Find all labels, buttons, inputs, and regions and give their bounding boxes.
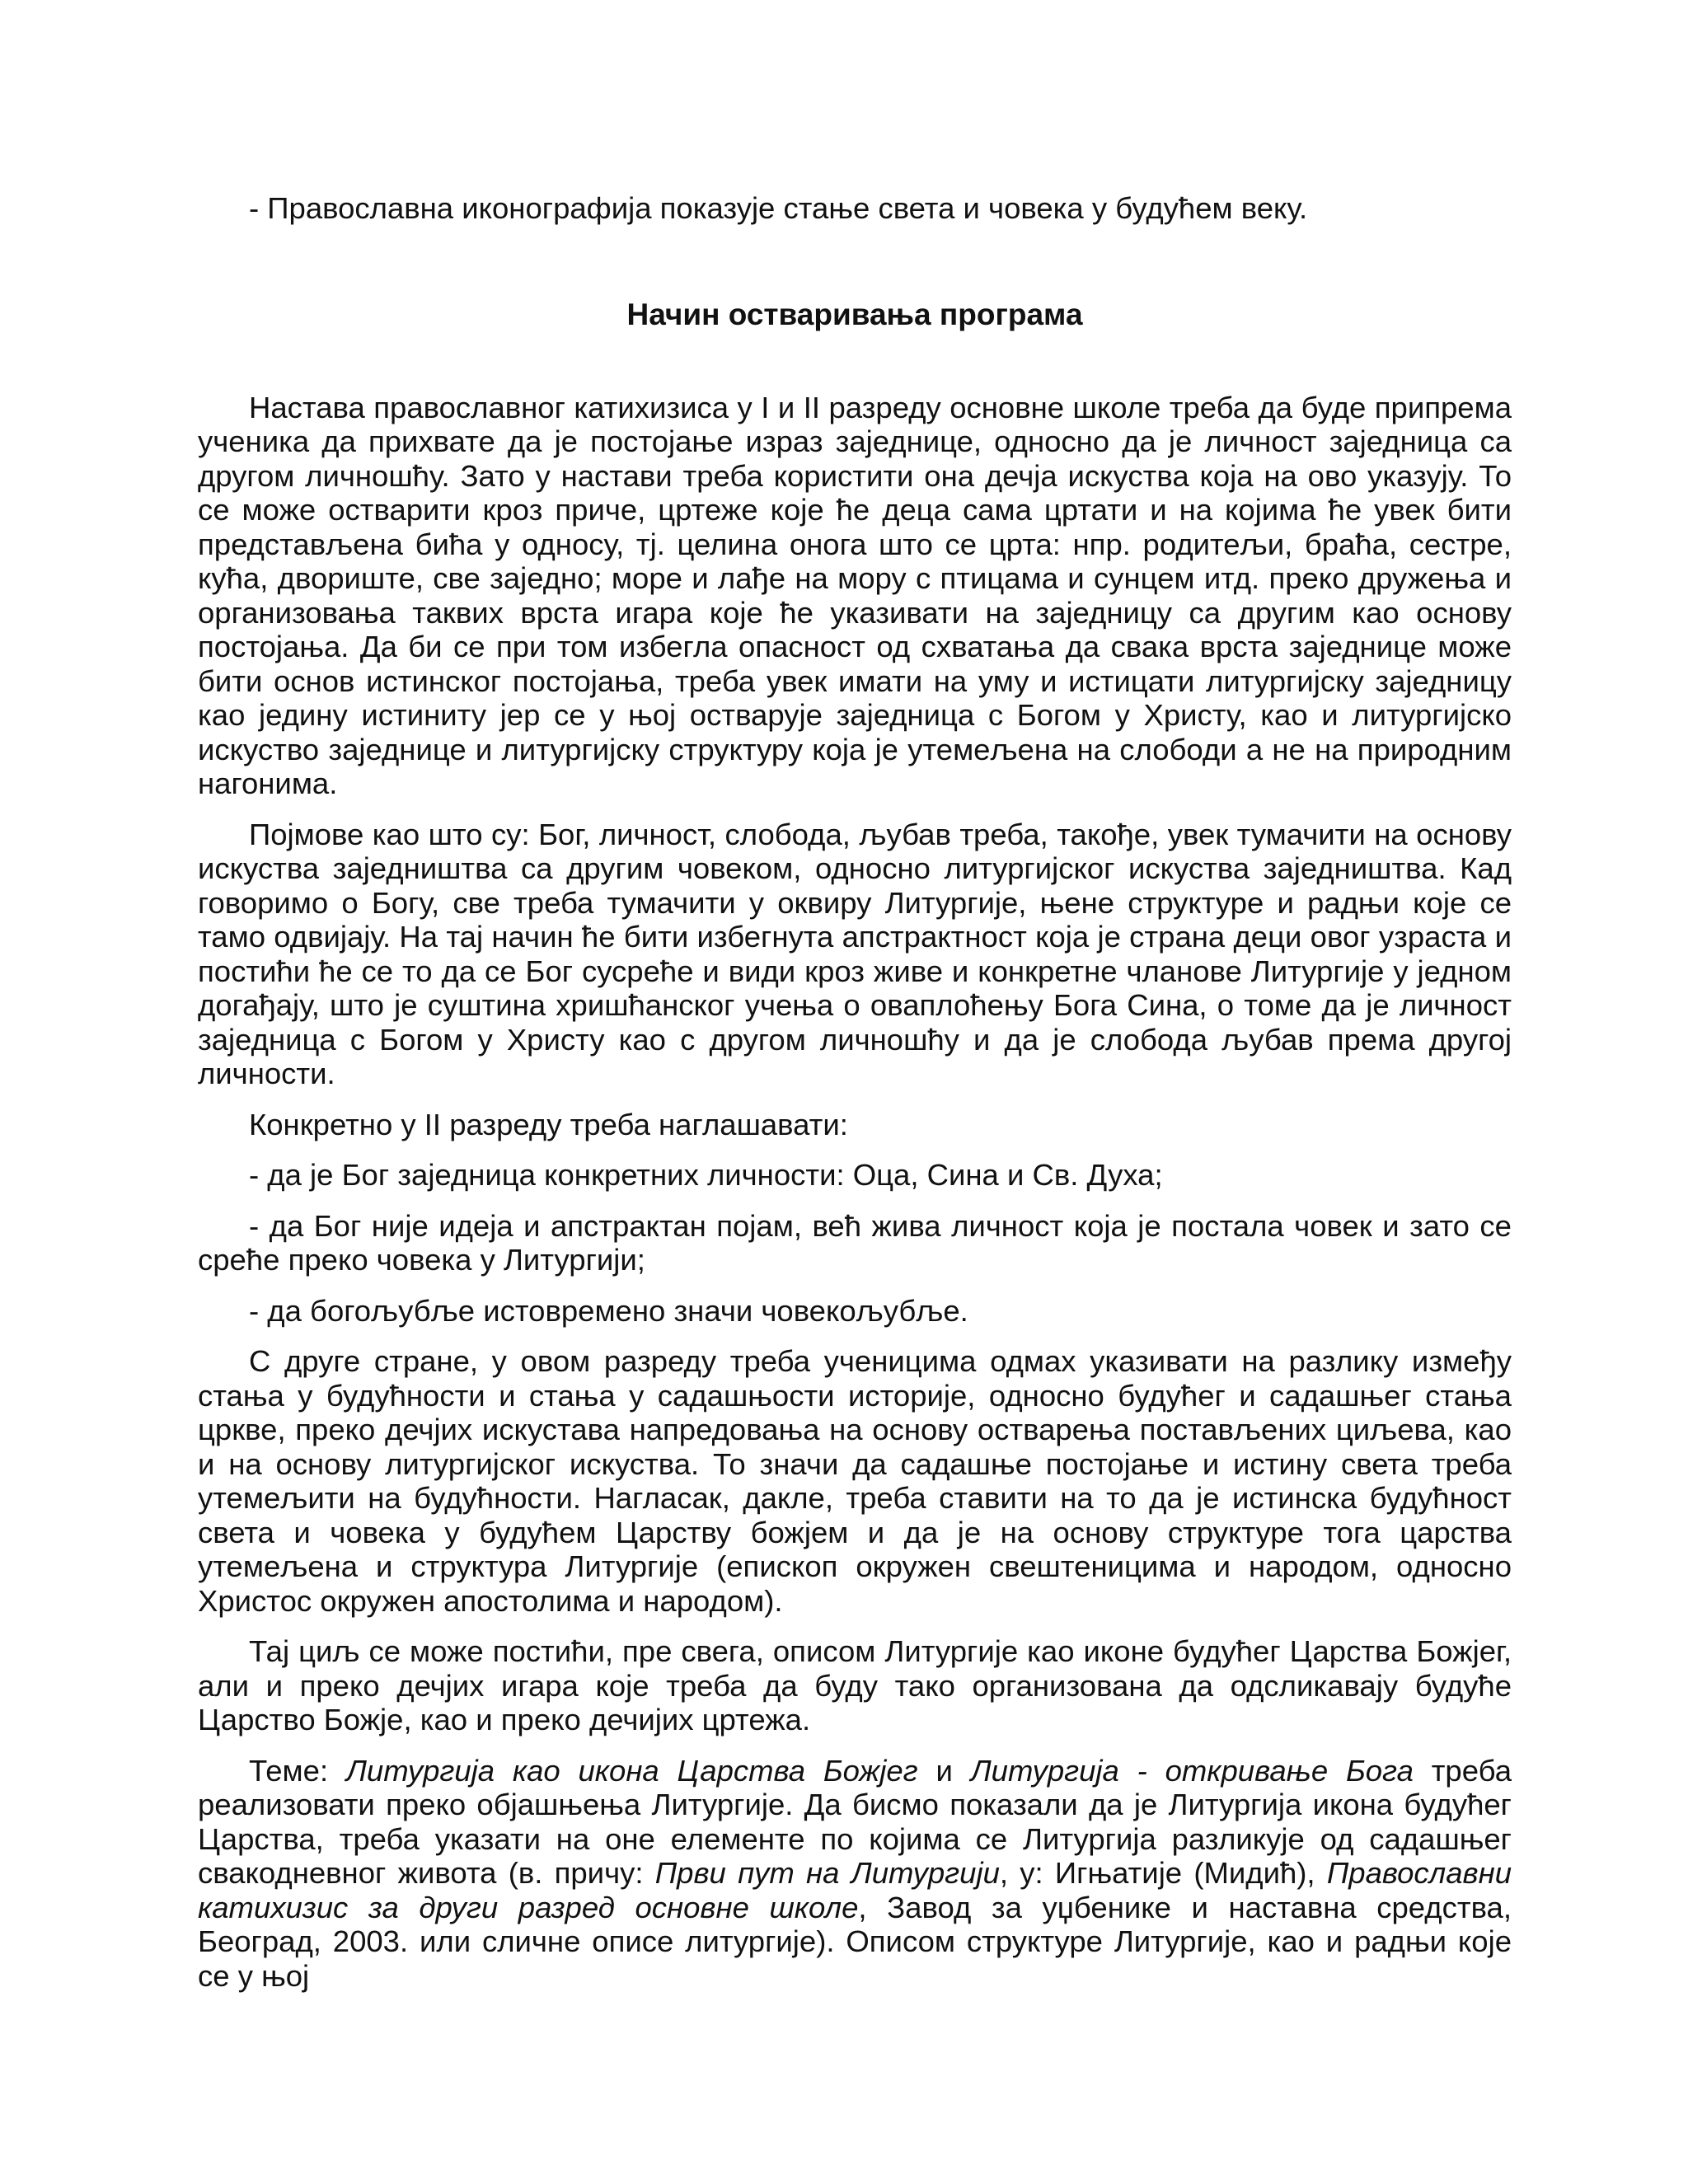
paragraph-6-text-3: треба реализовати преко објашњења Литургије. Да бисмо показали да је Литургија икона будућег Царства, треба указати на оне елементе по којима се Литургија разликује од садашњег свакодневног живота (в. причу:: [198, 1753, 1512, 1890]
paragraph-6-text-4: , у: Игњатије (Мидић),: [999, 1856, 1327, 1890]
paragraph-5: Тај циљ се може постићи, пре свега, описом Литургије као иконе будућег Царства Божјег, али и преко дечјих игара које треба да буду тако организована да одсликавају будуће Царство Божје, као и преко дечијих цртежа.: [198, 1634, 1512, 1736]
intro-line: - Православна иконографија показује стање света и човека у будућем веку.: [249, 191, 1308, 225]
paragraph-3: Конкретно у II разреду треба наглашавати:: [249, 1107, 848, 1141]
paragraph-1: Настава православног катихизиса у I и II разреду основне школе треба да буде припрема ученика да прихвате да је постојање израз заједнице, односно да је личност заједница са другом личношћу. Зато у настави треба користити она дечја искуства која на ово указују. То се може остварити кроз приче, цртеже које ће деца сама цртати и на којима ће увек бити представљена бића у односу, тј. целина онога што се црта: нпр. родитељи, браћа, сестре, кућа, двориште, све заједно; море и лађе на мору с птицама и сунцем итд. преко дружења и организовања таквих врста игара које ће указивати на заједницу са другим као основу постојања. Да би се при том избегла опасност од схватања да свака врста заједнице може бити основ истинског постојања, треба увек имати на уму и истицати литургијску заједницу као једину истиниту јер се у њој остварује заједница с Богом у Христу, као и литургијско искуство заједнице и литургијску структуру која је утемељена на слободи а не на природним нагонима.: [198, 390, 1512, 800]
list-item-2: - да Бог није идеја и апстрактан појам, већ жива личност која је постала човек и зато се среће преко човека у Литургији;: [198, 1208, 1512, 1277]
document-page: [198, 191, 1512, 1993]
list-item-3: - да богољубље истовремено значи човекољубље.: [249, 1293, 968, 1328]
paragraph-2: Појмове као што су: Бог, личност, слобода, љубав треба, такође, увек тумачити на основу искуства заједништва са другим човеком, односно литургијског искуства заједништва. Кад говоримо о Богу, све треба тумачити у оквиру Литургије, њене структуре и радњи које се тамо одвијају. На тај начин ће бити избегнута апстрактност која је страна деци овог узраста и постићи ће се то да се Бог сусреће и види кроз живе и конкретне чланове Литургије у једном догађају, што је суштина хришћанског учења о оваплоћењу Бога Сина, о томе да је личност заједница с Богом у Христу као с другом личношћу и да је слобода љубав према другој личности.: [198, 817, 1512, 1090]
paragraph-6-text-5: , Завод за уџбенике и наставна средства, Београд, 2003. или сличне описе литургије). Описом структуре Литургије, као и радњи које се у њој: [198, 1890, 1512, 1993]
list-item-1: - да је Бог заједница конкретних личности: Оца, Сина и Св. Духа;: [249, 1158, 1163, 1192]
paragraph-6: [198, 1754, 1512, 1994]
paragraph-6-italic-3: Први пут на Литургији: [654, 1856, 1000, 1890]
paragraph-4: С друге стране, у овом разреду треба ученицима одмах указивати на разлику између стања у будућности и стања у садашњости историје, односно будућег и садашњег стања цркве, преко дечјих искустава напредовања на основу остварења постављених циљева, као и на основу литургијског искуства. То значи да садашње постојање и истину света треба утемељити на будућности. Нагласак, дакле, треба ставити на то да је истинска будућност света и човека у будућем Царству божјем и да је на основу структуре тога царства утемељена и структура Литургије (епископ окружен свештеницима и народом, односно Христос окружен апостолима и народом).: [198, 1344, 1512, 1618]
paragraph-6-italic-1: Литургија као икона Царства Божјег: [345, 1753, 918, 1788]
paragraph-6-italic-2: Литургија - откривање Бога: [970, 1753, 1414, 1788]
paragraph-6-text-2: и: [917, 1753, 971, 1788]
section-heading: Начин остваривања програма: [626, 297, 1083, 331]
paragraph-6-italic-4: Православни катихизис за други разред основне школе: [198, 1856, 1512, 1924]
paragraph-6-text-1: Теме:: [249, 1753, 346, 1788]
